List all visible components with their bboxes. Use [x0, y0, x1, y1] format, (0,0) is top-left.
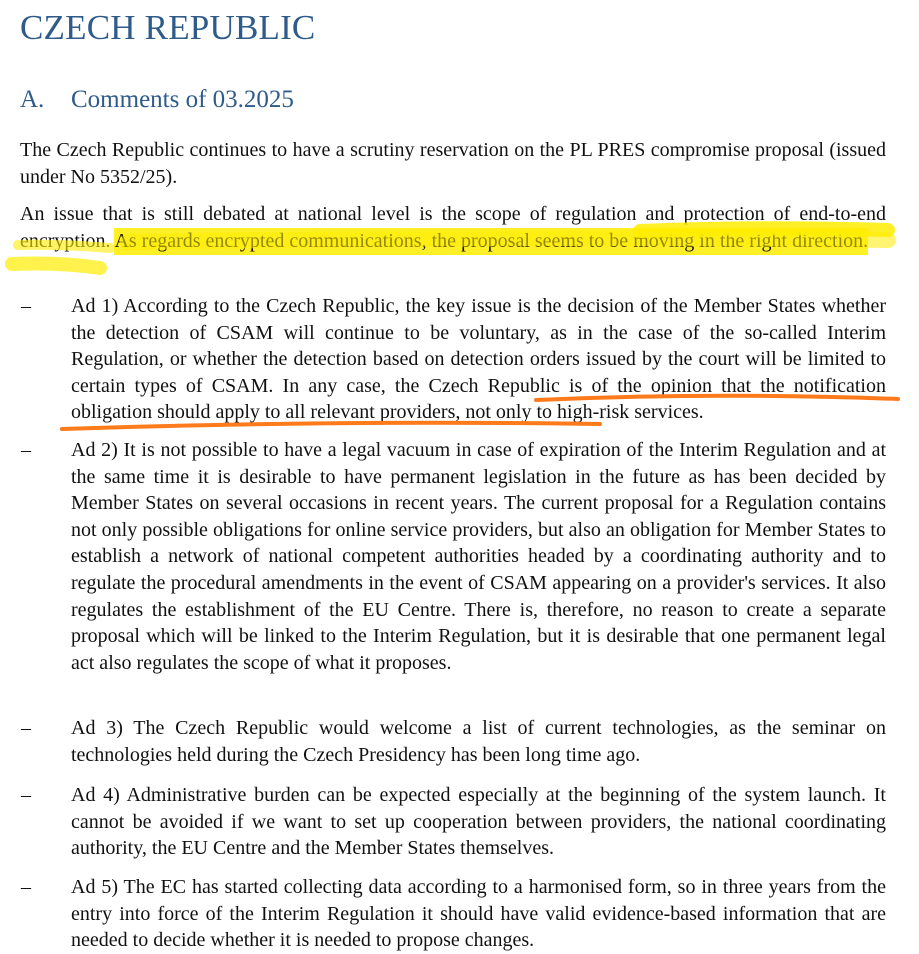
- list-item-text: Ad 3) The Czech Republic would welcome a list of current technologies, as the seminar on technologies held during the Czech Presidency has been long time ago.: [71, 717, 886, 766]
- underlined-text: Czech Republic is of the opinion that the notification obligation should apply to all relevant providers: [71, 374, 886, 424]
- ad1-text-start: Ad 1) According to the Czech Republic, the key issue is the decision of the Member States whether the detection of CSAM will continue to be voluntary, as in the case of the so-called Interim Regulation, or whether the detection based on detection orders issued by the court will be limited to certain types of CSAM. In any case, the: [71, 295, 886, 397]
- highlighted-text: As regards encrypted communications, the proposal seems to be moving in the right direction.: [114, 229, 869, 252]
- list-item-text: Ad 2) It is not possible to have a legal vacuum in case of expiration of the Interim Regulation and at the same time it is desirable to have permanent legislation in the future as has been decided by Member States on several occasions in recent years. The current proposal for a Regulation contains not only possible obligations for online service providers, but also an obligation for Member States to establish a network of national competent authorities headed by a coordinating authority and to regulate the procedural amendments in the event of CSAM appearing on a provider's services. It also regulates the establishment of the EU Centre. There is, therefore, no reason to create a separate proposal which will be linked to the Interim Regulation, but it is desirable that one permanent legal act also regulates the scope of what it proposes.: [71, 439, 886, 674]
- yellow-highlight-stroke: [12, 264, 100, 269]
- list-dash: –: [21, 717, 31, 739]
- list-dash: –: [21, 876, 31, 898]
- ad1-text-end: , not only to high-risk services.: [455, 401, 704, 424]
- paragraph-encryption: [20, 201, 886, 254]
- list-dash: –: [21, 439, 31, 461]
- list-item-text: Ad 4) Administrative burden can be expected especially at the beginning of the system launch. It cannot be avoided if we want to set up cooperation between providers, the national coordinating authority, the EU Centre and the Member States themselves.: [71, 784, 886, 860]
- country-title: CZECH REPUBLIC: [20, 8, 316, 47]
- section-heading: [20, 86, 294, 114]
- list-dash: –: [21, 295, 31, 317]
- section-title: Comments of 03.2025: [71, 86, 294, 113]
- section-number: A.: [20, 86, 45, 113]
- list-dash: –: [21, 784, 31, 806]
- paragraph-encryption-text: An issue that is still debated at national level is the scope of regulation and protection of end-to-end encryption.: [20, 203, 886, 252]
- paragraph-reservation: The Czech Republic continues to have a scrutiny reservation on the PL PRES compromise proposal (issued under No 5352/25).: [20, 139, 886, 188]
- list-item-text: Ad 5) The EC has started collecting data according to a harmonised form, so in three years from the entry into force of the Interim Regulation it should have valid evidence-based information that are needed to decide whether it is needed to propose changes.: [71, 876, 886, 952]
- list-item-text: [71, 293, 886, 426]
